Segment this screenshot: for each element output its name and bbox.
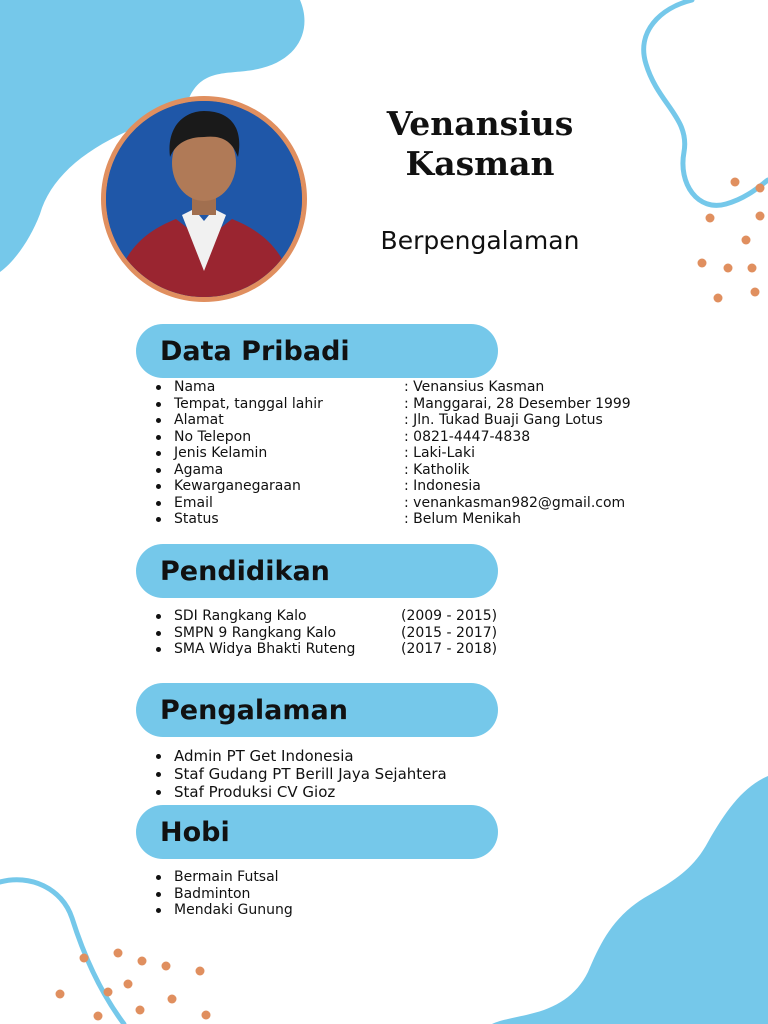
list-item: Staf Gudang PT Berill Jaya Sejahtera xyxy=(156,765,447,783)
list-item xyxy=(156,641,498,658)
list-item: Badminton xyxy=(156,886,293,903)
school-years: (2017 - 2018) xyxy=(401,641,498,657)
section-header-personal xyxy=(136,324,498,378)
dot xyxy=(742,236,751,245)
section-header-hobbies xyxy=(136,805,498,859)
dot xyxy=(138,957,147,966)
section-title: Pendidikan xyxy=(160,555,330,587)
field-label: Jenis Kelamin xyxy=(174,445,268,461)
bottom-right-blob xyxy=(492,776,768,1024)
list-item xyxy=(156,478,481,495)
dot xyxy=(724,264,733,273)
section-header-experience xyxy=(136,683,498,737)
field-value: : Jln. Tukad Buaji Gang Lotus xyxy=(404,412,603,428)
list-item xyxy=(156,395,631,413)
school-name: SDI Rangkang Kalo xyxy=(174,608,307,624)
dot xyxy=(162,962,171,971)
section-title: Data Pribadi xyxy=(160,335,350,367)
field-label: Status xyxy=(174,511,219,527)
dot xyxy=(202,1011,211,1020)
profile-photo xyxy=(101,96,307,302)
field-label: Agama xyxy=(174,461,224,478)
dot xyxy=(136,1006,145,1015)
field-label: Email xyxy=(174,494,213,511)
field-value: : Manggarai, 28 Desember 1999 xyxy=(404,395,631,412)
dot xyxy=(114,949,123,958)
field-value: : venankasman982@gmail.com xyxy=(404,494,626,511)
list-item: Mendaki Gunung xyxy=(156,902,293,919)
list-item xyxy=(156,511,522,528)
dot xyxy=(196,967,205,976)
list-item: Bermain Futsal xyxy=(156,869,293,886)
field-value: : Venansius Kasman xyxy=(404,379,545,395)
personal-data-list xyxy=(156,379,631,528)
list-item xyxy=(156,608,498,625)
dot xyxy=(124,980,133,989)
experience-list xyxy=(156,747,447,801)
list-item xyxy=(156,445,475,462)
list-item xyxy=(156,412,603,429)
school-name: SMA Widya Bhakti Ruteng xyxy=(174,641,356,657)
dot xyxy=(751,288,760,297)
dot xyxy=(731,178,740,187)
top-right-dots xyxy=(698,178,765,303)
dot xyxy=(756,212,765,221)
list-item xyxy=(156,428,531,446)
school-years: (2009 - 2015) xyxy=(401,608,498,624)
dot xyxy=(714,294,723,303)
dot xyxy=(706,214,715,223)
field-value: : Belum Menikah xyxy=(404,511,522,527)
dot xyxy=(104,988,113,997)
portrait-illustration xyxy=(106,101,302,297)
list-item: Staf Produksi CV Gioz xyxy=(156,783,447,801)
dot xyxy=(748,264,757,273)
field-label: Nama xyxy=(174,379,216,395)
dot xyxy=(80,954,89,963)
list-item xyxy=(156,494,626,512)
dot xyxy=(168,995,177,1004)
section-header-education xyxy=(136,544,498,598)
field-label: Alamat xyxy=(174,412,224,428)
candidate-name xyxy=(330,104,630,184)
headline: Berpengalaman xyxy=(380,226,580,255)
field-value: : Katholik xyxy=(404,461,470,478)
list-item xyxy=(156,379,545,396)
field-label: Kewarganegaraan xyxy=(174,478,301,494)
field-value: : 0821-4447-4838 xyxy=(404,428,531,445)
school-name: SMPN 9 Rangkang Kalo xyxy=(174,624,337,641)
field-value: : Laki-Laki xyxy=(404,445,475,461)
list-item: Admin PT Get Indonesia xyxy=(156,747,447,765)
dot xyxy=(56,990,65,999)
education-list xyxy=(156,608,498,658)
bottom-left-dots xyxy=(56,949,211,1021)
field-label: No Telepon xyxy=(174,428,252,445)
section-title: Hobi xyxy=(160,816,230,848)
school-years: (2015 - 2017) xyxy=(401,624,498,641)
top-right-squiggle xyxy=(644,0,768,205)
dot xyxy=(94,1012,103,1021)
dot xyxy=(756,184,765,193)
name-first: Venansius xyxy=(386,104,574,143)
list-item xyxy=(156,461,470,479)
name-last: Kasman xyxy=(405,144,555,183)
hobbies-list xyxy=(156,869,293,919)
field-value: : Indonesia xyxy=(404,478,481,494)
field-label: Tempat, tanggal lahir xyxy=(174,395,323,412)
dot xyxy=(698,259,707,268)
section-title: Pengalaman xyxy=(160,694,348,726)
bottom-left-squiggle xyxy=(0,880,124,1024)
list-item xyxy=(156,624,498,642)
